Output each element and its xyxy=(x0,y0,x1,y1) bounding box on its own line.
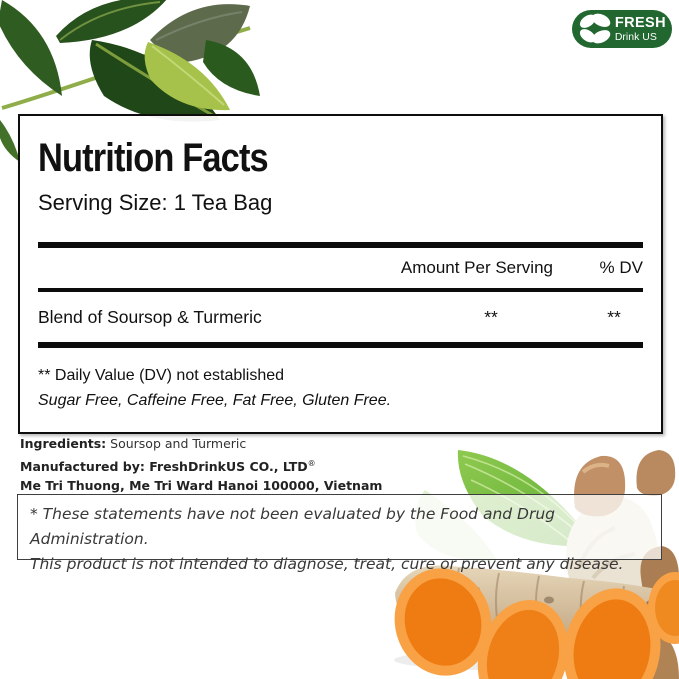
leaf-icon xyxy=(0,120,20,162)
nutrition-facts-panel xyxy=(18,114,663,434)
manufacturer-line xyxy=(20,454,382,477)
row-ingredient-name: Blend of Soursop & Turmeric xyxy=(38,306,262,327)
logo-brand-name: FRESH xyxy=(614,14,666,31)
row-amount-value: ** xyxy=(484,306,498,327)
manufacturer-address: Me Tri Thuong, Me Tri Ward Hanoi 100000, Vietnam xyxy=(20,478,383,494)
manufactured-by-value: FreshDrinkUS CO., LTD xyxy=(144,458,308,474)
turmeric-knob xyxy=(636,450,675,496)
header-amount-per-serving: Amount Per Serving xyxy=(400,258,553,277)
header-percent-dv: % DV xyxy=(599,258,643,277)
nutrition-facts-title-text: Nutrition Facts xyxy=(38,136,268,180)
table-row xyxy=(38,292,643,342)
registered-trademark-symbol: ® xyxy=(307,458,316,468)
table-header-row xyxy=(38,248,643,288)
disclaimer-line-2: This product is not intended to diagnose, treat, cure or prevent any disease. xyxy=(30,555,624,573)
root-spot xyxy=(544,597,554,604)
ingredients-label: Ingredients: xyxy=(20,436,107,451)
daily-value-footnote: ** Daily Value (DV) not established xyxy=(38,367,285,384)
disclaimer-line-1: * These statements have not been evaluated by the Food and Drug Administration. xyxy=(30,505,556,548)
manufacturer-info xyxy=(20,434,382,496)
row-dv-value: ** xyxy=(607,306,621,327)
leaf-icon xyxy=(0,0,62,96)
serving-size: Serving Size: 1 Tea Bag xyxy=(38,190,273,215)
fda-disclaimer-box xyxy=(17,494,662,573)
ingredients-line xyxy=(20,434,382,454)
nutrition-facts-title xyxy=(38,138,643,178)
free-claims-footnote: Sugar Free, Caffeine Free, Fat Free, Gluten Free. xyxy=(38,392,392,409)
leaf-icon xyxy=(56,0,168,43)
manufactured-by-label: Manufactured by: xyxy=(20,458,145,474)
brand-logo xyxy=(572,10,672,48)
ingredients-value: Soursop and Turmeric xyxy=(106,436,247,451)
logo-flower-icon xyxy=(578,12,611,46)
divider-thick-bottom xyxy=(38,342,643,348)
logo-brand-subtitle: Drink US xyxy=(614,31,657,43)
